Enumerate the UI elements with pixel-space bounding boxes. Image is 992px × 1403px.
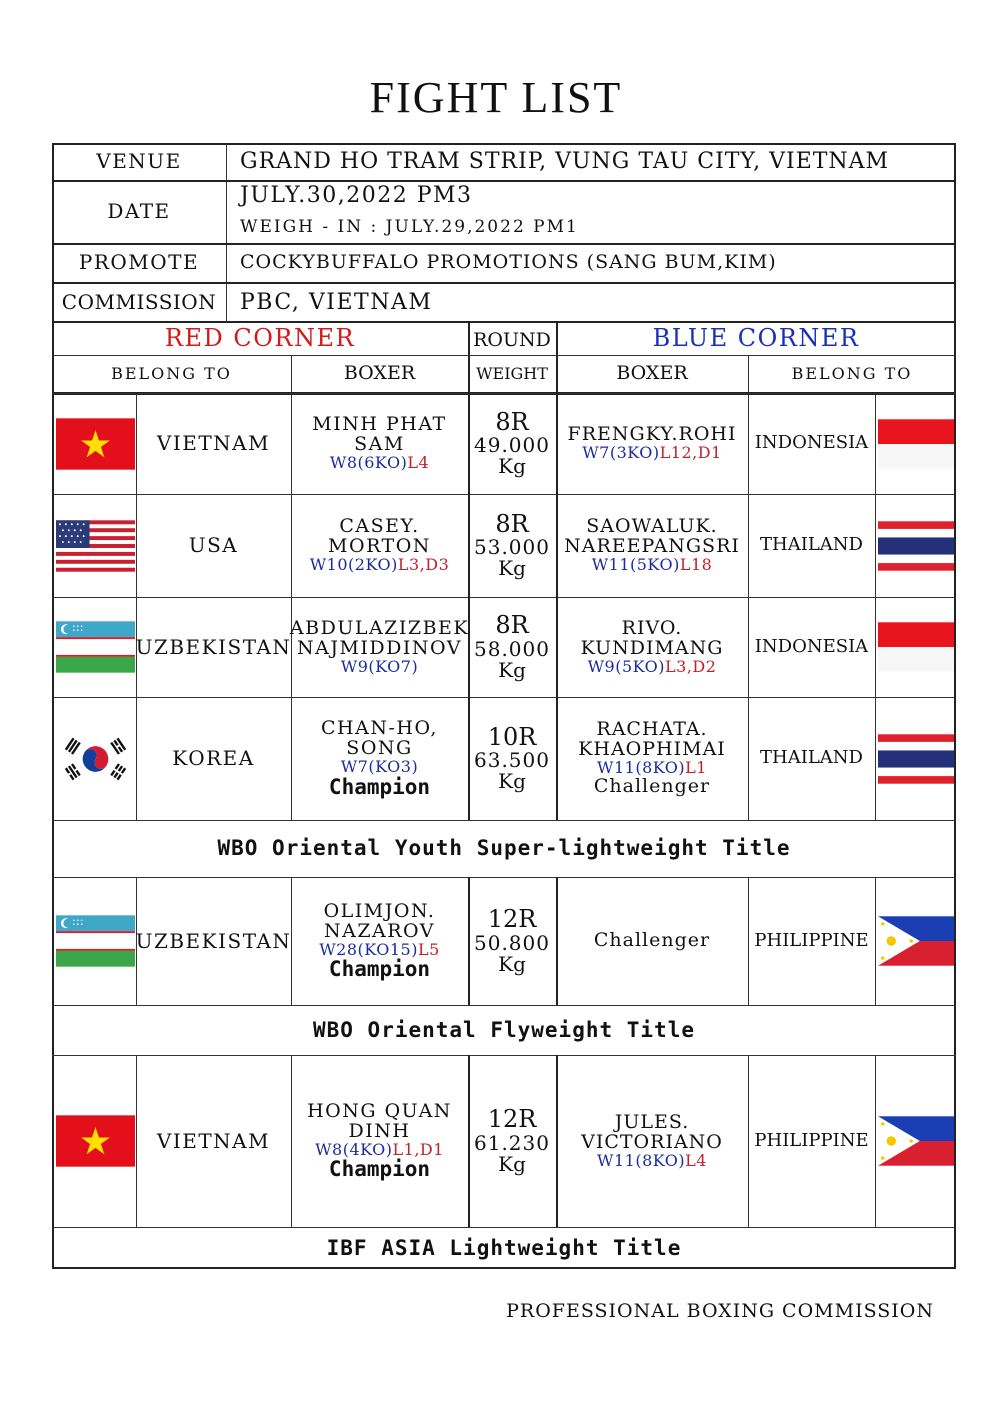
blue-country: INDONESIA: [754, 635, 869, 657]
red-boxer: [291, 697, 468, 820]
blue-record-losses: L3,D2: [665, 656, 717, 676]
indonesia-flag-icon: [875, 597, 956, 697]
thailand-flag-icon: [875, 697, 956, 820]
philippines-flag-icon: [875, 1055, 956, 1227]
red-boxer-name-2: SONG: [346, 737, 413, 760]
red-boxer-name: CHAN-HO,: [321, 717, 438, 740]
weight-value: 53.000: [474, 535, 550, 560]
red-record-wins: W10(2KO): [309, 555, 398, 575]
red-country: VIETNAM: [156, 1128, 271, 1153]
boxer-right-header: BOXER: [616, 362, 688, 385]
blue-boxer-name-2: KUNDIMANG: [580, 636, 724, 659]
red-country: UZBEKISTAN: [135, 928, 292, 953]
uzbekistan-flag-icon: [54, 597, 136, 697]
vietnam-flag-icon: [54, 1055, 136, 1227]
red-boxer-name: HONG QUAN: [307, 1099, 452, 1122]
red-status: Champion: [328, 1157, 431, 1182]
round-weight: [468, 393, 556, 494]
belong-to-right-header: BELONG TO: [791, 363, 913, 383]
boxer-left-header: BOXER: [343, 362, 416, 385]
weight-unit: Kg: [498, 454, 526, 479]
round-weight: [468, 494, 556, 597]
blue-country: THAILAND: [760, 534, 863, 556]
red-boxer: [291, 597, 468, 697]
blue-boxer-name: RACHATA.: [596, 718, 708, 741]
usa-flag-icon: [54, 494, 136, 597]
red-boxer-name: OLIMJON.: [323, 899, 436, 922]
venue-value: GRAND HO TRAM STRIP, VUNG TAU CITY, VIETNAM: [240, 148, 890, 174]
promote-label: PROMOTE: [78, 250, 200, 274]
blue-boxer: [556, 597, 748, 697]
round-value: 12R: [487, 1105, 537, 1134]
red-record-wins: W7(KO3): [340, 757, 419, 777]
red-boxer-name-2: NAZAROV: [323, 919, 436, 942]
commission-label: COMMISSION: [61, 290, 217, 314]
red-boxer: [291, 1055, 468, 1227]
round-value: 8R: [495, 611, 529, 640]
red-record-losses: L3,D3: [397, 555, 450, 575]
blue-record-wins: W9(5KO): [587, 656, 666, 676]
blue-boxer: [556, 494, 748, 597]
blue-record-wins: W11(8KO): [597, 1150, 686, 1170]
belong-to-left-header: BELONG TO: [111, 363, 232, 383]
date-value: JULY.30,2022 PM3: [240, 183, 473, 209]
round-weight: [468, 597, 556, 697]
red-boxer-name-2: DINH: [348, 1119, 411, 1142]
weight-value: 50.800: [474, 930, 550, 955]
red-status: Champion: [328, 774, 431, 799]
weight-value: 58.000: [474, 636, 550, 661]
blue-record-losses: L18: [679, 555, 713, 575]
red-boxer-name: MINH PHAT: [312, 413, 447, 436]
red-record-wins: W28(KO15): [319, 939, 418, 959]
red-boxer-name-2: NAJMIDDINOV: [297, 636, 462, 659]
red-country: VIETNAM: [156, 431, 271, 455]
venue-label: VENUE: [96, 149, 182, 173]
weight-header: WEIGHT: [476, 363, 548, 383]
red-record-losses: L4: [407, 453, 430, 473]
red-boxer-name: CASEY.: [339, 515, 420, 538]
korea-flag-icon: [54, 697, 136, 820]
vietnam-flag-icon: [54, 393, 136, 494]
title-label: WBO Oriental Flyweight Title: [312, 1017, 695, 1042]
round-value: 10R: [487, 722, 537, 751]
weight-value: 49.000: [474, 433, 550, 458]
red-boxer-name-2: MORTON: [328, 535, 431, 558]
promote-value: COCKYBUFFALO PROMOTIONS (SANG BUM,KIM): [240, 250, 777, 273]
weight-unit: Kg: [498, 657, 526, 682]
red-country: UZBEKISTAN: [135, 634, 292, 659]
red-record-losses: L1,D1: [392, 1139, 444, 1159]
blue-boxer: [556, 1055, 748, 1227]
blue-boxer: [556, 393, 748, 494]
blue-country: PHILIPPINE: [754, 1129, 869, 1151]
blue-record-wins: W11(8KO): [597, 758, 686, 778]
blue-boxer-name: JULES.: [614, 1110, 690, 1133]
blue-status: Challenger: [593, 929, 711, 952]
red-country: KOREA: [172, 746, 255, 770]
weight-unit: Kg: [498, 951, 526, 976]
blue-boxer: [556, 877, 748, 1005]
philippines-flag-icon: [875, 877, 956, 1005]
round-value: 12R: [487, 905, 537, 934]
blue-boxer-name-2: KHAOPHIMAI: [578, 738, 726, 761]
red-status: Champion: [328, 957, 431, 982]
blue-record-losses: L1: [685, 758, 707, 778]
red-country: USA: [188, 533, 239, 557]
uzbekistan-flag-icon: [54, 877, 136, 1005]
red-boxer: [291, 877, 468, 1005]
blue-record-wins: W11(5KO): [591, 555, 680, 575]
weight-value: 63.500: [474, 748, 550, 773]
blue-boxer-name: FRENGKY.ROHI: [567, 423, 737, 446]
round-header: ROUND: [473, 329, 551, 352]
red-corner-header: RED CORNER: [164, 324, 356, 353]
red-record-losses: L5: [417, 939, 440, 959]
date-label: DATE: [107, 199, 171, 223]
weight-unit: Kg: [498, 556, 526, 581]
weight-value: 61.230: [474, 1130, 550, 1155]
blue-boxer-name-2: NAREEPANGSRI: [564, 535, 740, 558]
round-weight: [468, 1055, 556, 1227]
blue-record-wins: W7(3KO): [582, 443, 660, 463]
blue-status: Challenger: [593, 774, 711, 797]
blue-country: INDONESIA: [754, 432, 869, 454]
weight-unit: Kg: [498, 769, 526, 794]
red-record-wins: W8(4KO): [315, 1139, 393, 1159]
title-label: WBO Oriental Youth Super-lightweight Title: [217, 836, 791, 861]
blue-corner-header: BLUE CORNER: [652, 324, 860, 353]
blue-record-losses: L12,D1: [659, 443, 722, 463]
red-boxer-name-2: SAM: [354, 433, 405, 456]
blue-boxer: [556, 697, 748, 820]
weight-unit: Kg: [498, 1151, 526, 1176]
round-weight: [468, 697, 556, 820]
footer-text: PROFESSIONAL BOXING COMMISSION: [506, 1300, 934, 1322]
title-label: IBF ASIA Lightweight Title: [326, 1235, 682, 1260]
commission-value: PBC, VIETNAM: [240, 289, 433, 315]
page-title: FIGHT LIST: [369, 73, 623, 122]
red-record-wins: W9(KO7): [340, 656, 419, 676]
blue-boxer-name: SAOWALUK.: [586, 515, 718, 538]
indonesia-flag-icon: [875, 393, 956, 494]
round-weight: [468, 877, 556, 1005]
blue-country: PHILIPPINE: [754, 929, 869, 951]
blue-record-losses: L4: [685, 1150, 707, 1170]
round-value: 8R: [495, 509, 529, 538]
red-boxer: [291, 393, 468, 494]
blue-boxer-name-2: VICTORIANO: [581, 1130, 723, 1153]
red-boxer-name: ABDULAZIZBEK: [289, 616, 470, 639]
red-boxer: [291, 494, 468, 597]
blue-country: THAILAND: [760, 747, 863, 769]
red-record-wins: W8(6KO): [329, 453, 408, 473]
blue-boxer-name: RIVO.: [621, 616, 683, 639]
weigh-in-value: WEIGH - IN : JULY.29,2022 PM1: [240, 216, 579, 237]
round-value: 8R: [495, 407, 529, 436]
thailand-flag-icon: [875, 494, 956, 597]
